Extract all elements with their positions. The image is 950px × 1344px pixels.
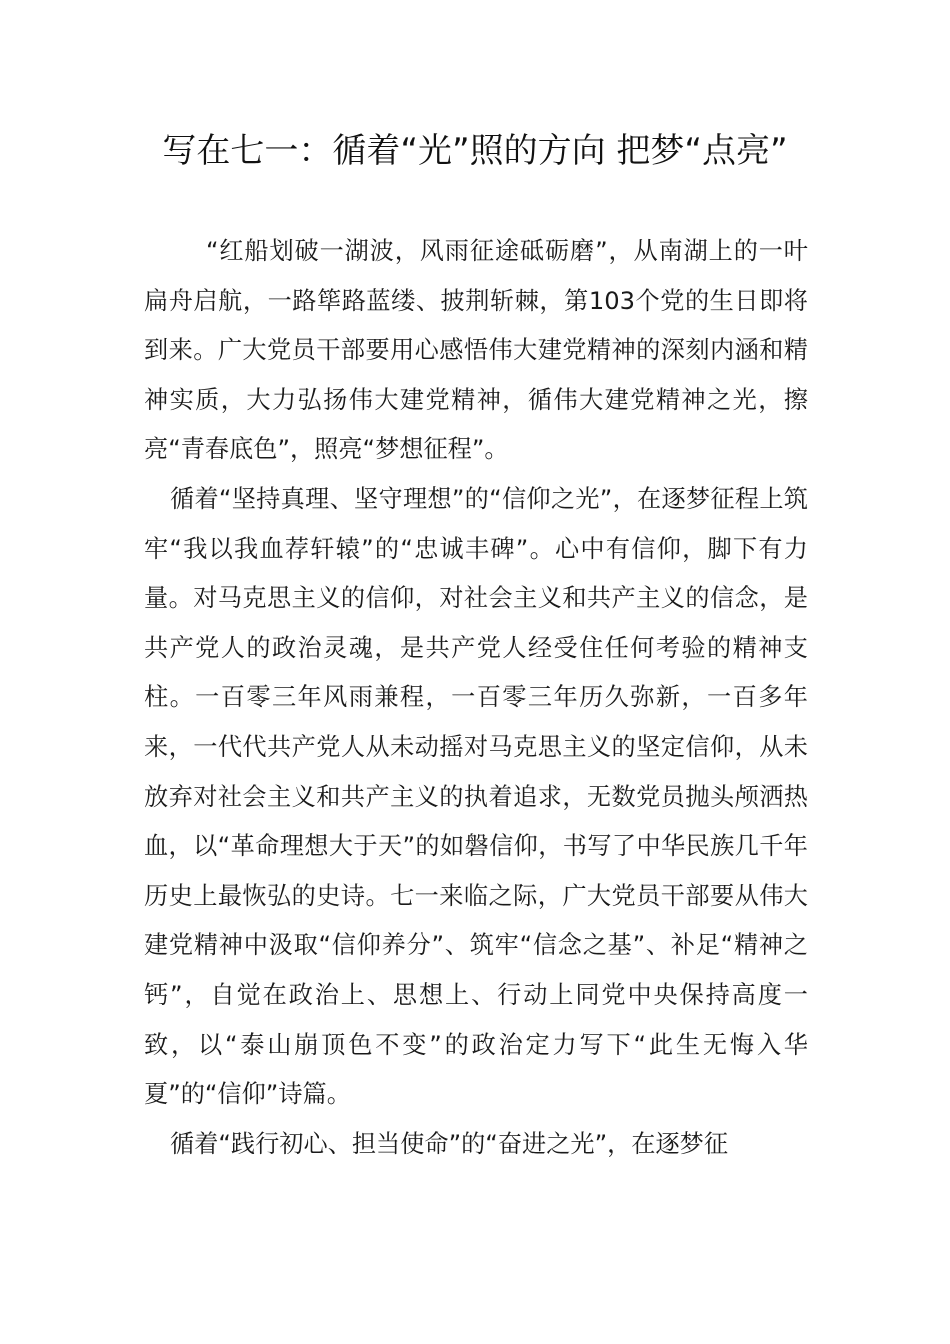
paragraph-mission: 循着“践行初心、担当使命”的“奋进之光”，在逐梦征 — [170, 1129, 729, 1158]
paragraph-faith: 循着“坚持真理、坚守理想”的“信仰之光”，在逐梦征程上筑牢“我以我血荐轩辕”的“忠诚丰碑”。心中有信仰，脚下有力量。对马克思主义的信仰，对社会主义和共产主义的信念，是共产党人的政治灵魂，是共产党人经受住任何考验的精神支柱。一百零三年风雨兼程，一百零三年历久弥新，一百多年来，一代代共产党人从未动摇对马克思主义的坚定信仰，从未放弃对社会主义和共产主义的执着追求，无数党员抛头颅洒热血，以“革命理想大于天”的如磐信仰，书写了中华民族几千年历史上最恢弘的史诗。七一来临之际，广大党员干部要从伟大建党精神中汲取“信仰养分”、筑牢“信念之基”、补足“精神之钙”，自觉在政治上、思想上、行动上同党中央保持高度一致，以“泰山崩顶色不变”的政治定力写下“此生无悔入华夏”的“信仰”诗篇。 — [144, 484, 808, 1109]
document-body — [144, 227, 808, 1169]
paragraph-intro: “红船划破一湖波，风雨征途砥砺磨”，从南湖上的一叶扁舟启航，一路筚路蓝缕、披荆斩棘，第103个党的生日即将到来。广大党员干部要用心感悟伟大建党精神的深刻内涵和精神实质，大力弘扬伟大建党精神，循伟大建党精神之光，擦亮“青春底色”，照亮“梦想征程”。 — [144, 237, 808, 464]
document-title: 写在七一：循着“光”照的方向 把梦“点亮” — [162, 131, 788, 171]
